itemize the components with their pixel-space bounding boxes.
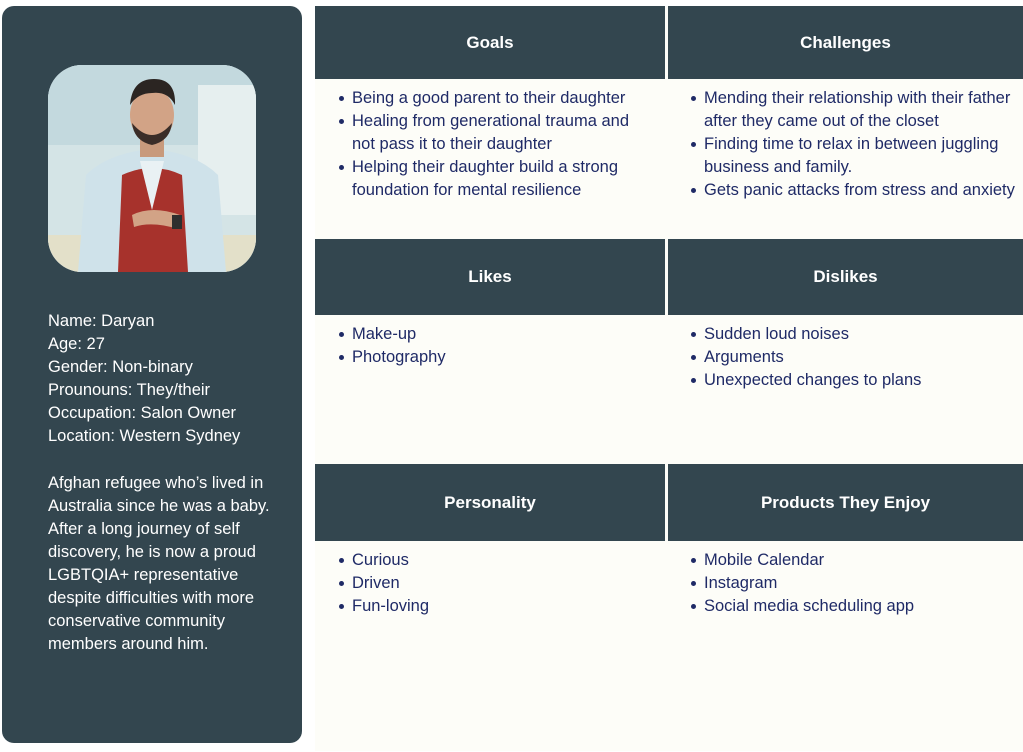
list-item: Being a good parent to their daughter (352, 87, 652, 110)
list-item: Finding time to relax in between juggling business and family. (704, 133, 1016, 179)
list-item: Mending their relationship with their father after they came out of the closet (704, 87, 1016, 133)
list-item: Helping their daughter build a strong foundation for mental resilience (352, 156, 652, 202)
dislikes-list (686, 323, 1016, 392)
list-item: Arguments (704, 346, 1016, 369)
persona-grid (315, 6, 1023, 751)
personality-header: Personality (315, 464, 665, 541)
list-item: Sudden loud noises (704, 323, 1016, 346)
list-item: Mobile Calendar (704, 549, 1016, 572)
list-item: Make-up (352, 323, 652, 346)
personality-list (334, 549, 652, 618)
occupation-line: Occupation: Salon Owner (48, 404, 237, 422)
avatar-photo (48, 65, 256, 272)
likes-header: Likes (315, 239, 665, 315)
location-line: Location: Western Sydney (48, 427, 241, 445)
list-item: Instagram (704, 572, 1016, 595)
challenges-header: Challenges (668, 6, 1023, 79)
challenges-list (686, 87, 1016, 202)
products-header: Products They Enjoy (668, 464, 1023, 541)
avatar (48, 65, 256, 272)
list-item: Social media scheduling app (704, 595, 1016, 618)
gender-line: Gender: Non-binary (48, 358, 193, 376)
profile-bio: Afghan refugee who’s lived in Australia since he was a baby. After a long journey of self discovery, he is now a proud LGBTQIA+ representative despite difficulties with more conservative community members around him. (48, 474, 270, 653)
dislikes-header: Dislikes (668, 239, 1023, 315)
list-item: Healing from generational trauma and not pass it to their daughter (352, 110, 652, 156)
goals-list (334, 87, 652, 202)
list-item: Gets panic attacks from stress and anxiety (704, 179, 1016, 202)
list-item: Curious (352, 549, 652, 572)
list-item: Fun-loving (352, 595, 652, 618)
pronouns-line: Prounouns: They/their (48, 381, 211, 399)
profile-sidebar (2, 6, 302, 743)
likes-list (334, 323, 652, 369)
goals-header: Goals (315, 6, 665, 79)
products-list (686, 549, 1016, 618)
age-line: Age: 27 (48, 335, 105, 353)
profile-facts (48, 310, 288, 448)
list-item: Driven (352, 572, 652, 595)
list-item: Unexpected changes to plans (704, 369, 1016, 392)
name-line: Name: Daryan (48, 312, 155, 330)
list-item: Photography (352, 346, 652, 369)
